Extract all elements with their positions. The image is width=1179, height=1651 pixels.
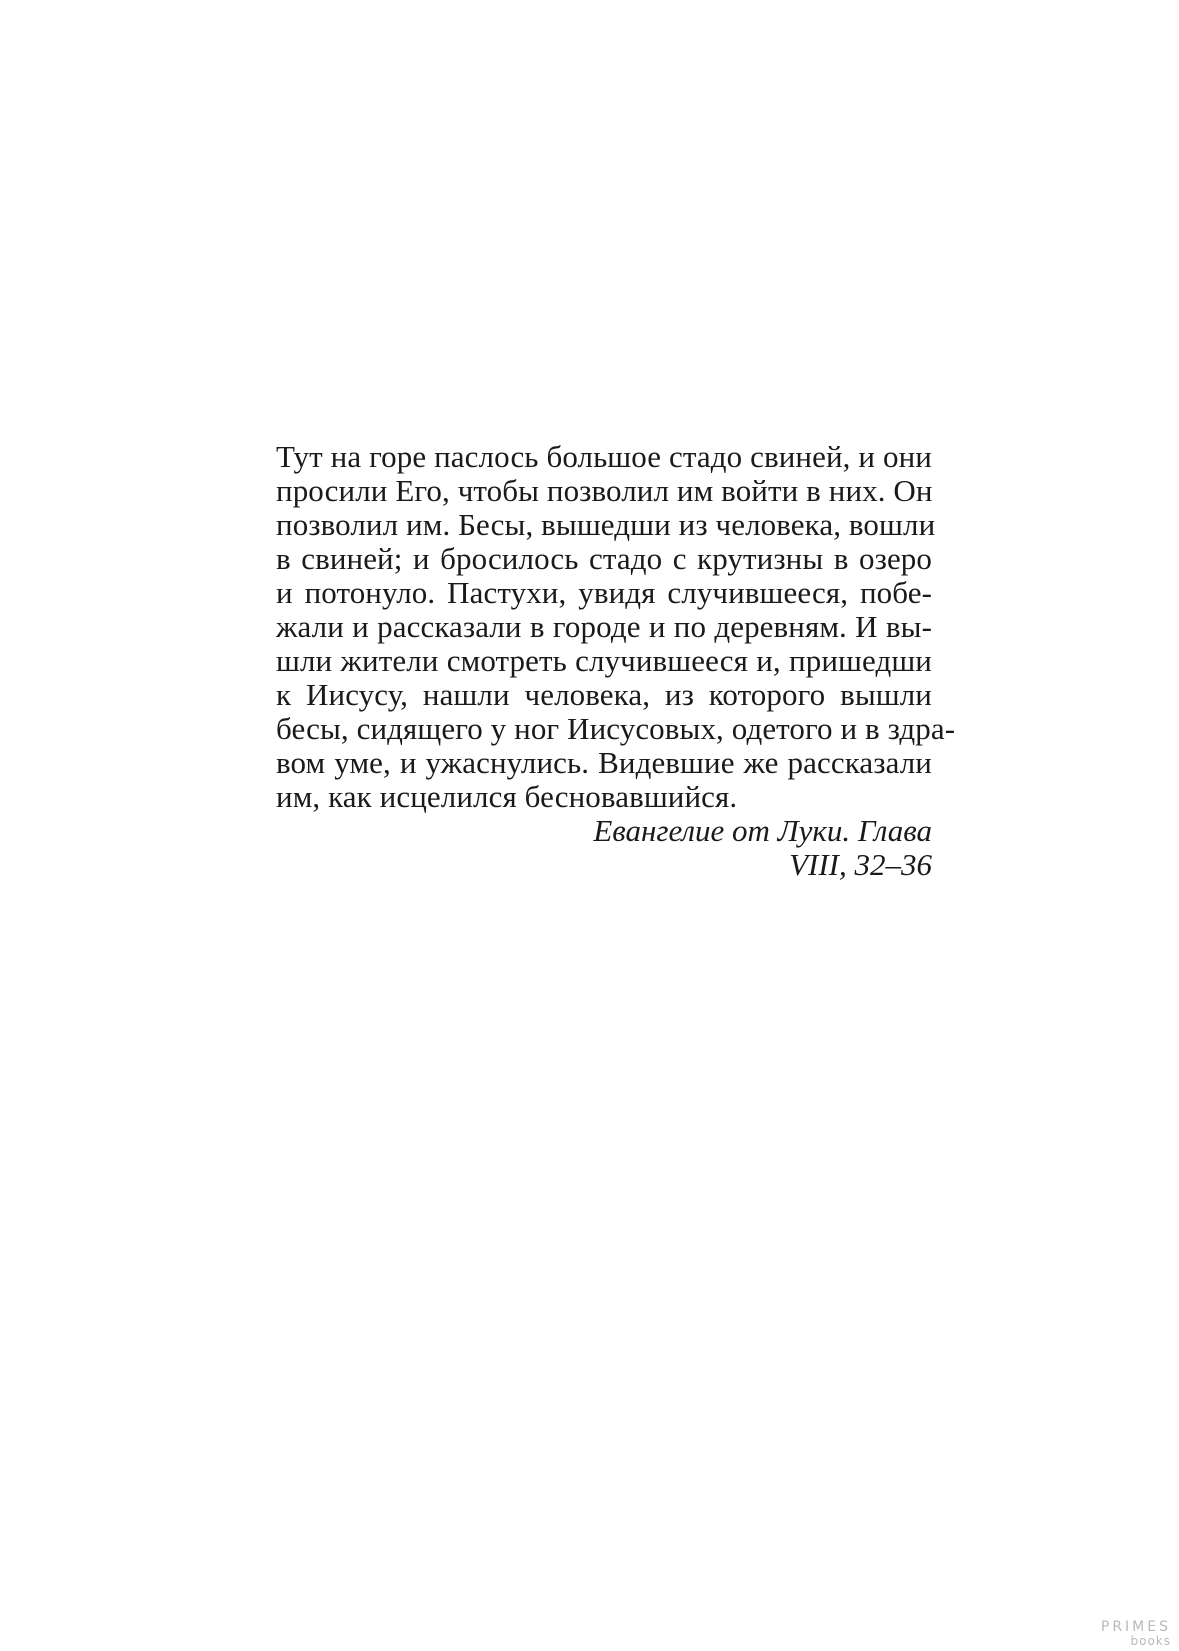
epigraph-line: в свиней; и бросилось стадо с крутизны в озеро (276, 541, 932, 576)
epigraph-line: просили Его, чтобы позволил им войти в них. Он (276, 473, 933, 508)
epigraph-line: и потонуло. Пастухи, увидя случившееся, побе- (276, 575, 932, 610)
epigraph-line: жали и рассказали в городе и по деревням. И вы- (276, 609, 932, 644)
epigraph-line: позволил им. Бесы, вышедши из человека, вошли (276, 507, 936, 542)
epigraph-line: вом уме, и ужаснулись. Видевшие же рассказали (276, 745, 932, 780)
epigraph-line: шли жители смотреть случившееся и, пришедши (276, 643, 932, 678)
epigraph-attribution: VIII, 32–36 (789, 847, 932, 882)
epigraph-line: им, как исцелился бесновавшийся. (276, 779, 738, 814)
epigraph-line: бесы, сидящего у ног Иисусовых, одетого и в здра- (276, 711, 956, 746)
epigraph (276, 439, 956, 882)
epigraph-line: к Иисусу, нашли человека, из которого вышли (276, 677, 932, 712)
epigraph-line: Тут на горе паслось большое стадо свиней, и они (276, 439, 932, 474)
watermark-sub: books (1130, 1634, 1171, 1648)
watermark-brand: PRIMES (1100, 1619, 1171, 1635)
publisher-watermark (1071, 1620, 1171, 1647)
epigraph-attribution: Евангелие от Луки. Глава (593, 813, 932, 848)
